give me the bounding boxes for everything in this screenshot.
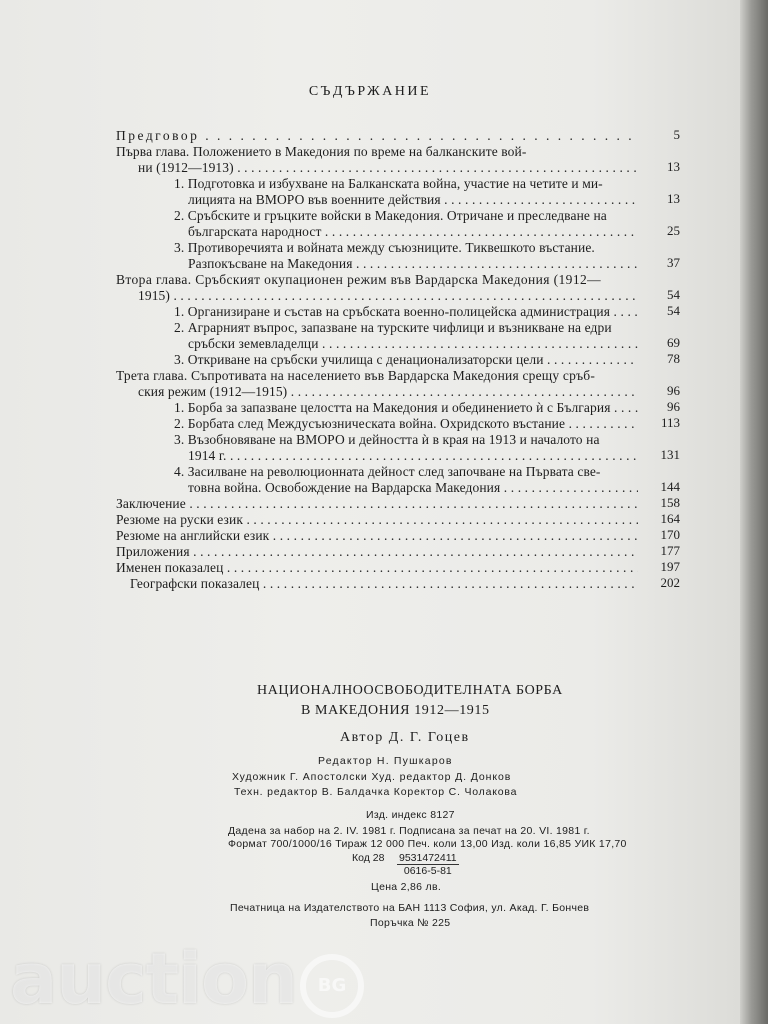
imprint-printer: Печатница на Издателството на БАН 1113 София, ул. Акад. Г. Бончев [230, 902, 590, 914]
toc-page-number: 54 [667, 287, 680, 302]
toc-page-number: 197 [660, 559, 680, 574]
toc-entry: Предговор . . . [116, 128, 636, 144]
toc-entry: 3. Възобновяване на ВМОРО и дейността ѝ в края на 1913 и началото на [174, 432, 600, 447]
toc-entry: Резюме на руски език . . . [116, 512, 638, 528]
toc-page-number: 177 [660, 543, 680, 558]
imprint-tech-editor: Техн. редактор В. Балдачка Коректор С. Чолакова [234, 786, 518, 798]
toc-entry: ския режим (1912—1915) . . . [138, 384, 638, 400]
imprint-format: Формат 700/1000/16 Тираж 12 000 Печ. коли 13,00 Изд. коли 16,85 УИК 17,70 [228, 838, 627, 850]
toc-entry: 3. Противоречията и войната между съюзниците. Тиквешкото въстание. [174, 240, 595, 255]
toc-entry: Първа глава. Положението в Македония по време на балканските вой- [116, 144, 527, 159]
toc-entry: Заключение . . . [116, 496, 638, 512]
watermark-badge: BG [300, 954, 364, 1018]
toc-page-number: 170 [660, 527, 680, 542]
imprint-artist: Художник Г. Апостолски Худ. редактор Д. Донков [232, 771, 512, 783]
imprint-author: Автор Д. Г. Гоцев [340, 730, 470, 745]
toc-entry: 1. Организиране и състав на сръбската военно-полицейска администрация . . . [174, 304, 638, 320]
imprint-order: Поръчка № 225 [370, 917, 451, 929]
toc-entry: 1915) . . . [138, 288, 638, 304]
toc-entry: лицията на ВМОРО във военните действия . . . [188, 192, 638, 208]
toc-page-number: 144 [660, 479, 680, 494]
toc-page-number: 158 [660, 495, 680, 510]
toc-page-number: 25 [667, 223, 680, 238]
toc-entry: 3. Откриване на сръбски училища с денационализаторски цели . . . [174, 352, 638, 368]
toc-page-number: 13 [667, 191, 680, 206]
watermark-text: auction [10, 938, 297, 1020]
toc-entry: 2. Сръбските и гръцките войски в Македония. Отричане и преследване на [174, 208, 607, 223]
toc-entry: Втора глава. Сръбският окупационен режим във Вардарска Македония (1912— [116, 272, 602, 287]
toc-page-number: 78 [667, 351, 680, 366]
imprint-code-denominator: 0616-5-81 [403, 865, 452, 877]
imprint-title-line2: В МАКЕДОНИЯ 1912—1915 [301, 703, 490, 718]
toc-page-number: 96 [667, 399, 680, 414]
toc-entry: ни (1912—1913) . . . [138, 160, 638, 176]
toc-page-number: 69 [667, 335, 680, 350]
toc-entry: българската народност . . . [188, 224, 638, 240]
toc-page-number: 13 [667, 159, 680, 174]
imprint-price: Цена 2,86 лв. [371, 881, 442, 893]
page-edge [740, 0, 768, 1024]
toc-entry: Именен показалец . . . [116, 560, 638, 576]
imprint-title-line1: НАЦИОНАЛНООСВОБОДИТЕЛНАТА БОРБА [257, 683, 563, 698]
toc-page-number: 164 [660, 511, 680, 526]
toc-entry: Приложения . . . [116, 544, 638, 560]
imprint-editor: Редактор Н. Пушкаров [318, 755, 453, 767]
toc-entry: 2. Борбата след Междусъюзническата война. Охридското въстание . . . [174, 416, 638, 432]
toc-page-number: 54 [667, 303, 680, 318]
imprint-code [397, 852, 459, 877]
imprint-code-label: Код 28 [352, 852, 385, 864]
toc-entry: 4. Засилване на революционната дейност след започване на Първата све- [174, 464, 601, 479]
toc-entry: 2. Аграрният въпрос, запазване на турските чифлици и възникване на едри [174, 320, 612, 335]
imprint-code-number: 9531472411 [399, 852, 457, 864]
imprint-index: Изд. индекс 8127 [366, 809, 455, 821]
toc-page-number: 131 [660, 447, 680, 462]
toc-entry: товна война. Освобождение на Вардарска Македония . . . [188, 480, 638, 496]
toc-entry: Резюме на английски език . . . [116, 528, 638, 544]
toc-entry: 1. Борба за запазване целостта на Македония и обединението ѝ с България . . . [174, 400, 638, 416]
toc-entry: Трета глава. Съпротивата на населението във Вардарска Македония срещу сръб- [116, 368, 596, 383]
toc-entry: сръбски земевладелци . . . [188, 336, 638, 352]
toc-page-number: 37 [667, 255, 680, 270]
toc-entry: Разпокъсване на Македония . . . [188, 256, 638, 272]
toc-page-number: 5 [673, 127, 680, 142]
toc-entry: Географски показалец . . . [130, 576, 638, 592]
imprint-dates: Дадена за набор на 2. IV. 1981 г. Подписана за печат на 20. VI. 1981 г. [228, 825, 590, 837]
toc-entry: 1914 г. . . . [188, 448, 638, 464]
toc-page-number: 96 [667, 383, 680, 398]
toc-entry: 1. Подготовка и избухване на Балканската война, участие на четите и ми- [174, 176, 603, 191]
toc-page-number: 202 [660, 575, 680, 590]
toc-page-number: 113 [660, 415, 680, 430]
toc-title: СЪДЪРЖАНИЕ [308, 84, 432, 99]
